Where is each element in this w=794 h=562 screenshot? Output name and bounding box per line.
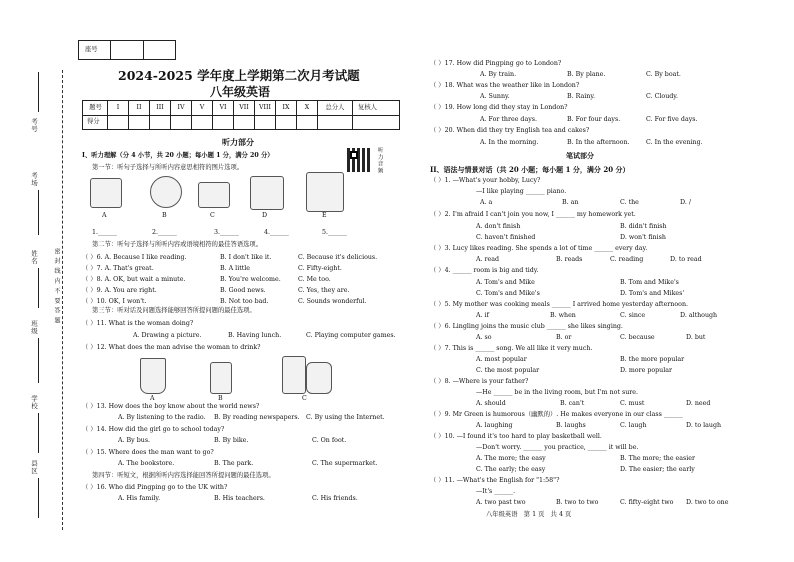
- option: D. more popular: [620, 367, 673, 374]
- question: —I like playing ______ piano.: [476, 188, 567, 195]
- qr-code-icon-inner: [350, 151, 358, 159]
- question: （ ）15. Where does the man want to go?: [82, 449, 214, 456]
- option: D. two to one: [686, 499, 729, 506]
- score-table-header-cell: 题号: [89, 104, 102, 111]
- option: D. The easier; the early: [620, 466, 695, 473]
- picture-letter: C: [302, 395, 307, 402]
- question: （ ）13. How does the boy know about the world news?: [82, 403, 260, 410]
- question: —He ______ be in the living room, but I'm not sure.: [476, 389, 639, 396]
- option: A. The bookstore.: [118, 460, 175, 467]
- question: （ ）11. —What's the English for "1:58"?: [430, 477, 560, 484]
- question: （ ）6. Lingling joins the music club ______ she likes singing.: [430, 323, 623, 330]
- option: B. You're welcome.: [220, 276, 281, 283]
- option: B. A little: [220, 265, 251, 272]
- option: C. In the evening.: [646, 139, 703, 146]
- option: C. On foot.: [312, 437, 347, 444]
- page-title: 2024-2025 学年度上学期第二次月考试题: [118, 68, 360, 83]
- picture-letter: D: [262, 212, 268, 219]
- option: B. By reading newspapers.: [214, 414, 300, 421]
- no-answer-line-label: 密 封 线 内 不 要 答 题: [53, 248, 60, 325]
- option: A. read: [476, 256, 500, 263]
- option: B. didn't finish: [620, 223, 667, 230]
- section3-instruction: 第三节：听对话及问题选择能够回答所提问题的最佳选项。: [92, 307, 256, 314]
- exam-room-label: 考场: [30, 172, 38, 187]
- picture-bottles: [306, 362, 332, 394]
- question: （ ）8. A. OK, but wait a minute.: [82, 276, 186, 283]
- question: （ ）9. A. You are right.: [82, 287, 157, 294]
- written-heading: 笔试部分: [566, 151, 594, 160]
- question: （ ）5. My mother was cooking meals ______ I arrived home yesterday afternoon.: [430, 301, 689, 308]
- option: C. haven't finished: [476, 234, 536, 241]
- option: B. Rainy.: [567, 93, 596, 100]
- option: D. /: [680, 199, 691, 206]
- question: （ ）10. —I found it's too hard to play basketball well.: [430, 433, 602, 440]
- option: C. For five days.: [646, 116, 698, 123]
- option: A. His family.: [118, 495, 161, 502]
- grammar-part-title: II、语法与情景对话（共 20 小题；每小题 1 分，满分 20 分）: [430, 165, 630, 174]
- score-table-header-cell: 复核人: [358, 104, 377, 111]
- score-table-header-cell: X: [304, 104, 310, 111]
- option: C. Playing computer games.: [306, 332, 396, 339]
- listening-heading: 听力部分: [222, 137, 254, 147]
- answer-blank[interactable]: 3.______: [214, 229, 239, 236]
- option: B. Tom and Mike's: [620, 279, 679, 286]
- option: B. reads: [556, 256, 583, 263]
- section2-instruction: 第二节：听句子选择与所听内容或语境相符的最佳答语选项。: [92, 241, 263, 248]
- picture-letter: A: [150, 395, 155, 402]
- listening-part-title: I、听力理解（分 4 小节，共 20 小题；每小题 1 分，满分 20 分）: [82, 152, 274, 159]
- picture-milk-glass: [210, 362, 232, 394]
- school-label: 学校: [30, 395, 38, 410]
- question: （ ）9. Mr Green is humorous（幽默的）. He makes everyone in our class ______: [430, 411, 683, 418]
- option: C. since: [620, 312, 646, 319]
- option: B. two to two: [556, 499, 599, 506]
- score-table-header-cell: IX: [282, 104, 290, 111]
- option: C. Because it's delicious.: [298, 254, 378, 261]
- option: B. when: [550, 312, 576, 319]
- option: B. The park.: [214, 460, 254, 467]
- question: （ ）17. How did Pingping go to London?: [430, 60, 562, 67]
- picture-d-cleaning: [250, 176, 284, 210]
- score-table-header-cell: I: [116, 104, 120, 111]
- picture-letter: A: [102, 212, 107, 219]
- option: C. laugh: [620, 422, 647, 429]
- option: C. the most popular: [476, 367, 540, 374]
- question: （ ）19. How long did they stay in London?: [430, 104, 568, 111]
- option: A. laughing: [476, 422, 513, 429]
- question: （ ）4. ______ room is big and tidy.: [430, 267, 539, 274]
- option: A. if: [476, 312, 489, 319]
- option: C. Cloudy.: [646, 93, 679, 100]
- option: C. reading: [610, 256, 644, 263]
- score-row-label: 得分: [87, 118, 100, 125]
- option: D. to read: [670, 256, 702, 263]
- score-table-header-cell: VII: [239, 104, 249, 111]
- name-label: 姓名: [30, 250, 38, 265]
- picture-a-reading-girl: [90, 178, 122, 208]
- option: C. Tom's and Mike's: [476, 290, 540, 297]
- option: A. Tom's and Mike: [476, 279, 535, 286]
- option: B. Not too bad.: [220, 298, 269, 305]
- option: C. Sounds wonderful.: [298, 298, 367, 305]
- option: D. need: [686, 400, 711, 407]
- score-table-header-cell: II: [136, 104, 142, 111]
- question: （ ）3. Lucy likes reading. She spends a lot of time ______ every day.: [430, 245, 648, 252]
- question: （ ）2. I'm afraid I can't join you now, I ______ my homework yet.: [430, 211, 636, 218]
- page-subtitle: 八年级英语: [210, 85, 271, 99]
- option: A. By bus.: [118, 437, 151, 444]
- answer-blank[interactable]: 2.______: [152, 229, 177, 236]
- option: C. By boat.: [646, 71, 681, 78]
- option: B. can't: [560, 400, 585, 407]
- picture-glass-of-drink: [140, 358, 166, 394]
- option: A. By train.: [480, 71, 517, 78]
- seat-label: 座号: [85, 46, 98, 53]
- question: （ ）14. How did the girl go to school today?: [82, 426, 225, 433]
- option: B. By plane.: [567, 71, 606, 78]
- option: B. In the afternoon.: [567, 139, 630, 146]
- option: B. laughs: [556, 422, 586, 429]
- picture-c-computer: [198, 182, 230, 208]
- question: （ ）12. What does the man advise the woman to drink?: [82, 344, 261, 351]
- score-table-header-cell: 总分人: [325, 104, 345, 111]
- option: A. a: [480, 199, 493, 206]
- option: A. Sunny.: [480, 93, 510, 100]
- question: （ ）18. What was the weather like in London?: [430, 82, 580, 89]
- option: A. two past two: [476, 499, 526, 506]
- picture-e-chef-cooking: [306, 172, 344, 212]
- option: D. won't finish: [620, 234, 666, 241]
- option: D. Tom's and Mikes': [620, 290, 685, 297]
- option: D. although: [680, 312, 718, 319]
- option: A. most popular: [476, 356, 527, 363]
- score-table-header-cell: VI: [219, 104, 227, 111]
- option: A. In the morning.: [480, 139, 539, 146]
- question: （ ）7. This is ______ song. We all like it very much.: [430, 345, 593, 352]
- question: （ ）1. —What's your hobby, Lucy?: [430, 177, 541, 184]
- option: B. or: [556, 334, 572, 341]
- option: C. The early; the easy: [476, 466, 546, 473]
- option: B. The more; the easier: [620, 455, 696, 462]
- question: （ ）7. A. That's great.: [82, 265, 154, 272]
- class-label: 班级: [30, 320, 38, 335]
- answer-blank[interactable]: 1.______: [92, 229, 117, 236]
- footer-page-info: 八年级英语 第 1 页 共 4 页: [486, 511, 572, 518]
- option: B. Good news.: [220, 287, 266, 294]
- option: A. For three days.: [480, 116, 538, 123]
- section4-instruction: 第四节：听短文，根据所听内容选择能回答所提问题的最佳选项。: [92, 472, 275, 479]
- score-table-header-cell: VIII: [258, 104, 271, 111]
- option: C. because: [620, 334, 655, 341]
- option: B. Having lunch.: [228, 332, 282, 339]
- option: A. don't finish: [476, 223, 521, 230]
- section1-instruction: 第一节：听句子选择与所听内容意思相符的图片选项。: [92, 164, 244, 171]
- option: A. The more; the easy: [476, 455, 546, 462]
- option: C. Me too.: [298, 276, 331, 283]
- option: C. Yes, they are.: [298, 287, 350, 294]
- option: B. I don't like it.: [220, 254, 272, 261]
- option: C. the: [620, 199, 639, 206]
- score-table-header-cell: V: [199, 104, 205, 111]
- option: A. Drawing a picture.: [133, 332, 202, 339]
- question: —Don't worry. ______ you practice, ______ it will be.: [476, 444, 639, 451]
- option: A. so: [476, 334, 492, 341]
- picture-letter: B: [162, 212, 167, 219]
- score-table-header-cell: IV: [177, 104, 185, 111]
- question: （ ）6. A. Because I like reading.: [82, 254, 187, 261]
- binding-dashed-line: [62, 70, 63, 530]
- option: C. must: [620, 400, 645, 407]
- option: C. The supermarket.: [312, 460, 378, 467]
- question: —It's ______.: [476, 488, 516, 495]
- answer-blank[interactable]: 5.______: [322, 229, 347, 236]
- option: C. By using the Internet.: [306, 414, 385, 421]
- option: A. By listening to the radio.: [118, 414, 206, 421]
- question: （ ）8. —Where is your father?: [430, 378, 529, 385]
- option: C. Fifty-eight.: [298, 265, 342, 272]
- qr-label: 听力音频: [376, 147, 382, 175]
- option: C. fifty-eight two: [620, 499, 674, 506]
- question: （ ）10. OK, I won't.: [82, 298, 147, 305]
- picture-letter: E: [322, 212, 327, 219]
- option: B. For four days.: [567, 116, 621, 123]
- score-table-header-cell: III: [156, 104, 164, 111]
- option: D. to laugh: [686, 422, 722, 429]
- option: D. but: [686, 334, 706, 341]
- exam-no-label: 考号: [30, 118, 38, 133]
- picture-letter: C: [210, 212, 215, 219]
- option: C. His friends.: [312, 495, 358, 502]
- answer-blank[interactable]: 4.______: [264, 229, 289, 236]
- question: （ ）11. What is the woman doing?: [82, 320, 194, 327]
- score-table: [82, 100, 400, 130]
- question: （ ）16. Who did Pingping go to the UK with?: [82, 484, 228, 491]
- picture-b-boy-head: [150, 176, 182, 208]
- option: B. an: [562, 199, 579, 206]
- option: B. His teachers.: [214, 495, 265, 502]
- picture-letter: B: [218, 395, 223, 402]
- option: A. should: [476, 400, 506, 407]
- question: （ ）20. When did they try English tea and cakes?: [430, 127, 590, 134]
- option: B. the more popular: [620, 356, 685, 363]
- option: B. By bike.: [214, 437, 249, 444]
- picture-milk-carton: [282, 356, 306, 394]
- county-label: 县区: [30, 460, 38, 475]
